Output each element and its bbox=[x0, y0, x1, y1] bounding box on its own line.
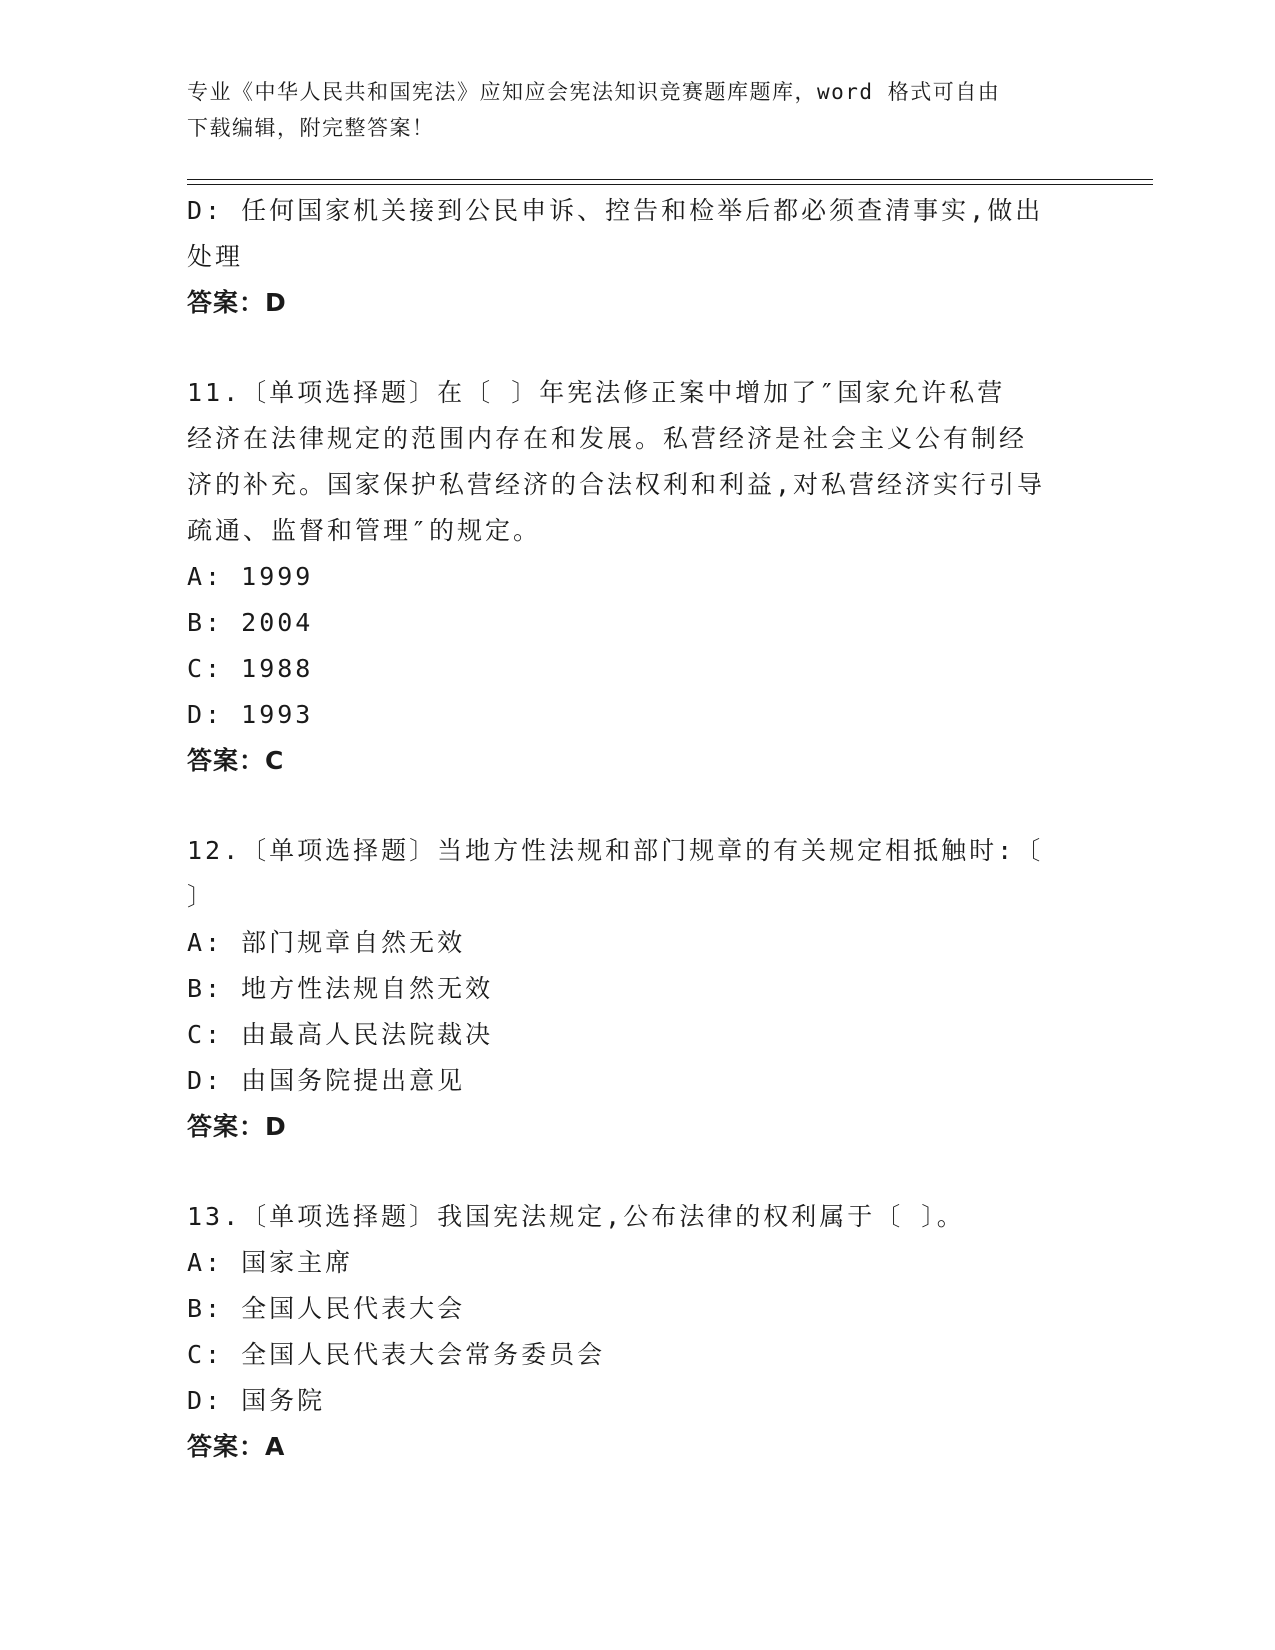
option-d: D: 1993 bbox=[187, 700, 314, 729]
question-text: 济的补充。国家保护私营经济的合法权利和利益,对私营经济实行引导 bbox=[187, 470, 1046, 499]
header-rule-top bbox=[187, 179, 1153, 180]
option-a: A: 1999 bbox=[187, 562, 314, 591]
question-text: 经济在法律规定的范围内存在和发展。私营经济是社会主义公有制经 bbox=[187, 424, 1028, 453]
option-d: D: 国务院 bbox=[187, 1386, 326, 1415]
option-b: B: 2004 bbox=[187, 608, 314, 637]
option-c: C: 1988 bbox=[187, 654, 314, 683]
option-c: C: 全国人民代表大会常务委员会 bbox=[187, 1340, 606, 1369]
option-b: B: 地方性法规自然无效 bbox=[187, 974, 494, 1003]
question-content bbox=[187, 188, 1087, 1470]
option-c: C: 由最高人民法院裁决 bbox=[187, 1020, 494, 1049]
header-rule-bottom bbox=[187, 184, 1153, 185]
question-text: 12.〔单项选择题〕当地方性法规和部门规章的有关规定相抵触时:〔 bbox=[187, 836, 1044, 865]
header-line-2: 下载编辑，附完整答案！ bbox=[187, 116, 435, 140]
question-text: 疏通、监督和管理″的规定。 bbox=[187, 516, 542, 545]
question-text: 13.〔单项选择题〕我国宪法规定,公布法律的权利属于〔 〕。 bbox=[187, 1202, 965, 1231]
spacer bbox=[187, 326, 1087, 370]
answer: 答案：C bbox=[187, 746, 285, 775]
option-a: A: 国家主席 bbox=[187, 1248, 354, 1277]
spacer bbox=[187, 784, 1087, 828]
answer: 答案：A bbox=[187, 1432, 286, 1461]
question-12 bbox=[187, 828, 1087, 1150]
option-d: D: 任何国家机关接到公民申诉、控告和检举后都必须查清事实,做出 bbox=[187, 196, 1044, 225]
question-text: 11.〔单项选择题〕在〔 〕年宪法修正案中增加了″国家允许私营 bbox=[187, 378, 1006, 407]
option-d: D: 由国务院提出意见 bbox=[187, 1066, 466, 1095]
option-a: A: 部门规章自然无效 bbox=[187, 928, 466, 957]
answer: 答案：D bbox=[187, 288, 287, 317]
question-11 bbox=[187, 370, 1087, 784]
spacer bbox=[187, 1150, 1087, 1194]
option-d-continued: 处理 bbox=[187, 242, 244, 271]
document-header bbox=[187, 74, 1087, 146]
prev-question-tail bbox=[187, 188, 1087, 326]
question-text: 〕 bbox=[187, 882, 216, 911]
option-b: B: 全国人民代表大会 bbox=[187, 1294, 466, 1323]
header-line-1: 专业《中华人民共和国宪法》应知应会宪法知识竞赛题库题库，word 格式可自由 bbox=[187, 80, 1001, 104]
question-13 bbox=[187, 1194, 1087, 1470]
answer: 答案：D bbox=[187, 1112, 287, 1141]
